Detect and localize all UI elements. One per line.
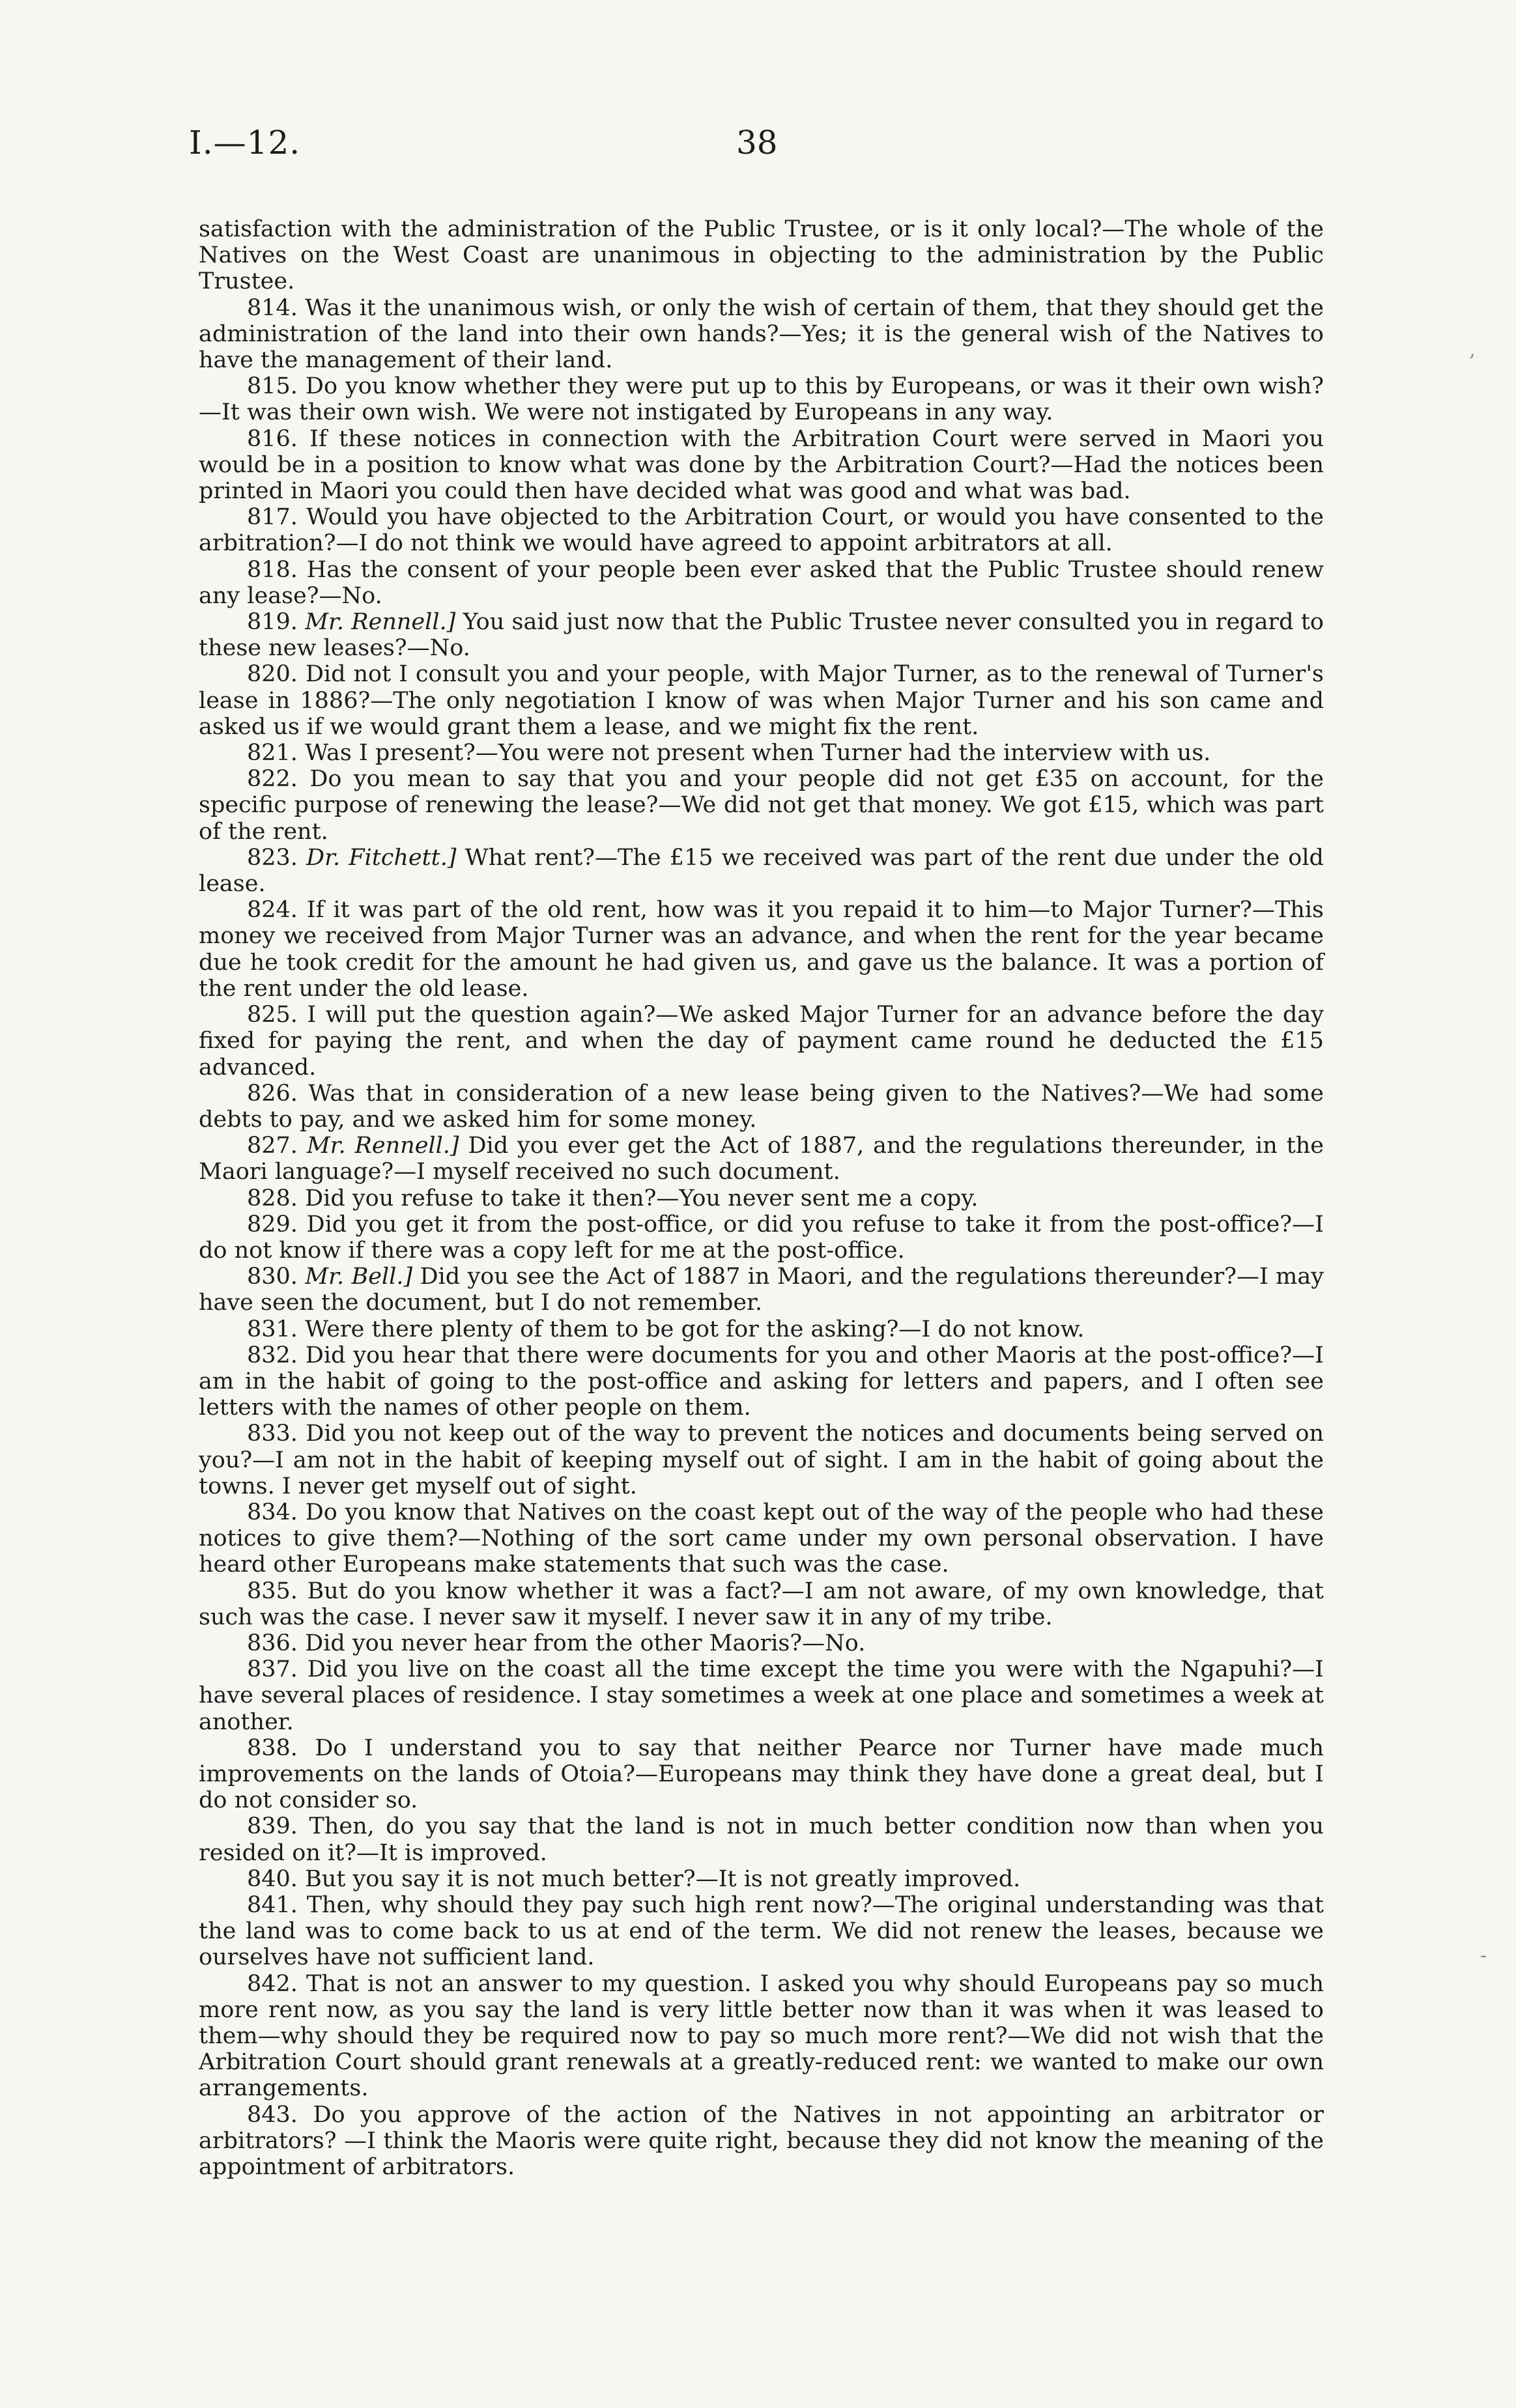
question-text: But do you know whether it was a fact?—I am not aware, of my own knowledge, that such was the case. I never saw it myself. I never saw it in any of my tribe. <box>199 1578 1324 1630</box>
question-paragraph <box>199 845 1324 897</box>
question-paragraph <box>199 295 1324 374</box>
page-number: 38 <box>736 124 778 162</box>
question-number: 814. <box>247 294 298 321</box>
question-paragraph <box>199 1421 1324 1499</box>
question-paragraph <box>199 504 1324 556</box>
margin-mark: ‚ <box>1469 339 1476 361</box>
question-paragraph <box>199 766 1324 845</box>
question-text: Did not I consult you and your people, with Major Turner, as to the renewal of Turner's lease in 1886?—The only negotiation I know of was when Major Turner and his son came and asked us if we would grant them a lease, and we might fix the rent. <box>199 661 1324 740</box>
speaker-name: Mr. Rennell.] <box>306 1133 459 1159</box>
question-text: But you say it is not much better?—It is not greatly improved. <box>305 1865 1021 1892</box>
question-number: 832. <box>247 1342 298 1368</box>
question-paragraph <box>199 1866 1324 1892</box>
question-text: What rent?—The £15 we received was part of the rent due under the old lease. <box>199 844 1324 898</box>
question-text: You said just now that the Public Trustee never consulted you in regard to these new leases?—No. <box>199 609 1324 662</box>
continuation-paragraph: satisfaction with the administration of the Public Trustee, or is it only local?—The whole of the Natives on the West Coast are unanimous in objecting to the administration by the Public Trustee. <box>199 216 1324 295</box>
question-number: 828. <box>247 1185 298 1211</box>
question-paragraph <box>199 661 1324 740</box>
question-number: 824. <box>247 897 298 924</box>
question-number: 820. <box>247 661 298 688</box>
question-paragraph <box>199 1133 1324 1185</box>
question-number: 821. <box>247 740 298 767</box>
question-text: That is not an answer to my question. I asked you why should Europeans pay so much more rent now, as you say the land is very little better now than it was when it was leased to them—why should they be required now to pay so much more rent?—We did not wish that the Arbitration Court should grant renewals at a greatly-reduced rent: we wanted to make our own arrangements. <box>199 1970 1324 2102</box>
question-paragraph <box>199 1971 1324 2102</box>
question-paragraph <box>199 1081 1324 1133</box>
question-text: Was I present?—You were not present when Turner had the interview with us. <box>305 740 1211 767</box>
question-paragraph <box>199 1892 1324 1971</box>
question-number: 819. <box>247 609 298 636</box>
question-number: 830. <box>247 1264 298 1290</box>
question-text: I will put the question again?—We asked Major Turner for an advance before the day fixed for paying the rent, and when the day of payment came round he deducted the £15 advanced. <box>199 1002 1324 1081</box>
question-text: If these notices in connection with the Arbitration Court were served in Maori you would be in a position to know what was done by the Arbitration Court?—Had the notices been printed in Maori you could then have decided what was good and what was bad. <box>199 425 1324 505</box>
question-paragraph <box>199 1316 1324 1342</box>
speaker-name: Dr. Fitchett.] <box>306 844 457 871</box>
question-paragraph <box>199 1630 1324 1656</box>
question-text: Did you hear that there were documents for you and other Maoris at the post-office?—I am in the habit of going to the post-office and asking for letters and papers, and I often see letters with the names of other people on them. <box>199 1342 1324 1421</box>
question-paragraph <box>199 1002 1324 1081</box>
question-number: 837. <box>247 1656 298 1683</box>
question-text: Has the consent of your people been ever asked that the Public Trustee should renew any lease?—No. <box>199 556 1324 609</box>
question-text: Were there plenty of them to be got for the asking?—I do not know. <box>305 1316 1085 1342</box>
question-number: 840. <box>247 1865 298 1892</box>
speaker-name: Mr. Rennell.] <box>305 609 456 636</box>
question-text: Do you know that Natives on the coast kept out of the way of the people who had these notices to give them?—Nothing of the sort came under my own personal observation. I have heard other Europeans make statements that such was the case. <box>199 1499 1324 1578</box>
question-paragraph <box>199 740 1324 766</box>
document-reference: I.—12. <box>189 124 301 162</box>
question-number: 825. <box>247 1002 298 1028</box>
question-paragraph <box>199 897 1324 1002</box>
question-text: Then, why should they pay such high rent now?—The original understanding was that the land was to come back to us at end of the term. We did not renew the leases, because we ourselves have not sufficient land. <box>199 1892 1324 1971</box>
question-paragraph <box>199 1578 1324 1630</box>
question-paragraph <box>199 1342 1324 1421</box>
question-text: Did you live on the coast all the time except the time you were with the Ngapuhi?—I have several places of residence. I stay sometimes a week at one place and sometimes a week at another. <box>199 1656 1324 1735</box>
question-paragraph <box>199 1185 1324 1211</box>
question-number: 833. <box>247 1421 298 1447</box>
question-paragraph <box>199 1264 1324 1316</box>
question-text: Did you get it from the post-office, or did you refuse to take it from the post-office?—I do not know if there was a copy left for me at the post-office. <box>199 1211 1324 1264</box>
question-text: Did you never hear from the other Maoris?—No. <box>305 1630 866 1656</box>
question-paragraph <box>199 557 1324 609</box>
question-number: 838. <box>247 1735 298 1761</box>
document-body <box>199 216 1324 2180</box>
question-number: 816. <box>247 425 298 452</box>
question-text: Then, do you say that the land is not in much better condition now than when you resided on it?—It is improved. <box>199 1813 1324 1866</box>
question-number: 823. <box>247 844 298 871</box>
question-number: 836. <box>247 1630 298 1656</box>
question-number: 827. <box>247 1133 298 1159</box>
question-text: Did you see the Act of 1887 in Maori, and the regulations thereunder?—I may have seen the document, but I do not remember. <box>199 1264 1324 1316</box>
question-paragraph <box>199 1735 1324 1814</box>
question-number: 818. <box>247 556 298 583</box>
question-paragraph <box>199 1656 1324 1735</box>
question-text: Would you have objected to the Arbitration Court, or would you have consented to the arbitration?—I do not think we would have agreed to appoint arbitrators at all. <box>199 504 1324 557</box>
question-number: 842. <box>247 1970 298 1997</box>
question-text: Was that in consideration of a new lease being given to the Natives?—We had some debts to pay, and we asked him for some money. <box>199 1080 1324 1133</box>
question-text: Do I understand you to say that neither Pearce nor Turner have made much improvements on the lands of Otoia?—Europeans may think they have done a great deal, but I do not consider so. <box>199 1735 1324 1814</box>
question-text: Did you refuse to take it then?—You never sent me a copy. <box>305 1185 979 1211</box>
question-text: Do you approve of the action of the Natives in not appointing an arbitrator or arbitrators? —I think the Maoris were quite right, because they did not know the meaning of the appointment of arbitrators. <box>199 2101 1324 2181</box>
question-text: Did you ever get the Act of 1887, and the regulations thereunder, in the Maori language?—I myself received no such document. <box>199 1133 1324 1185</box>
question-number: 835. <box>247 1578 298 1604</box>
question-number: 834. <box>247 1499 298 1525</box>
question-text: Do you know whether they were put up to this by Europeans, or was it their own wish?—It was their own wish. We were not instigated by Europeans in any way. <box>199 373 1324 426</box>
question-text: Did you not keep out of the way to prevent the notices and documents being served on you?—I am not in the habit of keeping myself out of sight. I am in the habit of going about the towns. I never get myself out of sight. <box>199 1421 1324 1499</box>
question-number: 826. <box>247 1080 298 1107</box>
question-text: Was it the unanimous wish, or only the wish of certain of them, that they should get the administration of the land into their own hands?—Yes; it is the general wish of the Natives to have the management of their land. <box>199 294 1324 374</box>
question-text: Do you mean to say that you and your people did not get £35 on account, for the specific purpose of renewing the lease?—We did not get that money. We got £15, which was part of the rent. <box>199 766 1324 845</box>
margin-mark: - <box>1480 1944 1487 1967</box>
question-number: 829. <box>247 1211 298 1238</box>
question-number: 841. <box>247 1892 298 1918</box>
question-number: 822. <box>247 766 298 793</box>
question-paragraph <box>199 373 1324 425</box>
question-paragraph <box>199 2102 1324 2181</box>
question-number: 831. <box>247 1316 298 1342</box>
question-paragraph <box>199 1211 1324 1264</box>
question-number: 815. <box>247 373 298 400</box>
question-number: 817. <box>247 504 298 531</box>
question-text: If it was part of the old rent, how was it you repaid it to him—to Major Turner?—This money we received from Major Turner was an advance, and when the rent for the year became due he took credit for the amount he had given us, and gave us the balance. It was a portion of the rent under the old lease. <box>199 897 1324 1002</box>
speaker-name: Mr. Bell.] <box>305 1264 413 1290</box>
question-paragraph <box>199 1813 1324 1865</box>
question-paragraph <box>199 609 1324 661</box>
page-header <box>189 124 1329 176</box>
question-paragraph <box>199 426 1324 505</box>
question-number: 839. <box>247 1813 298 1840</box>
question-number: 843. <box>247 2101 298 2128</box>
question-paragraph <box>199 1499 1324 1578</box>
